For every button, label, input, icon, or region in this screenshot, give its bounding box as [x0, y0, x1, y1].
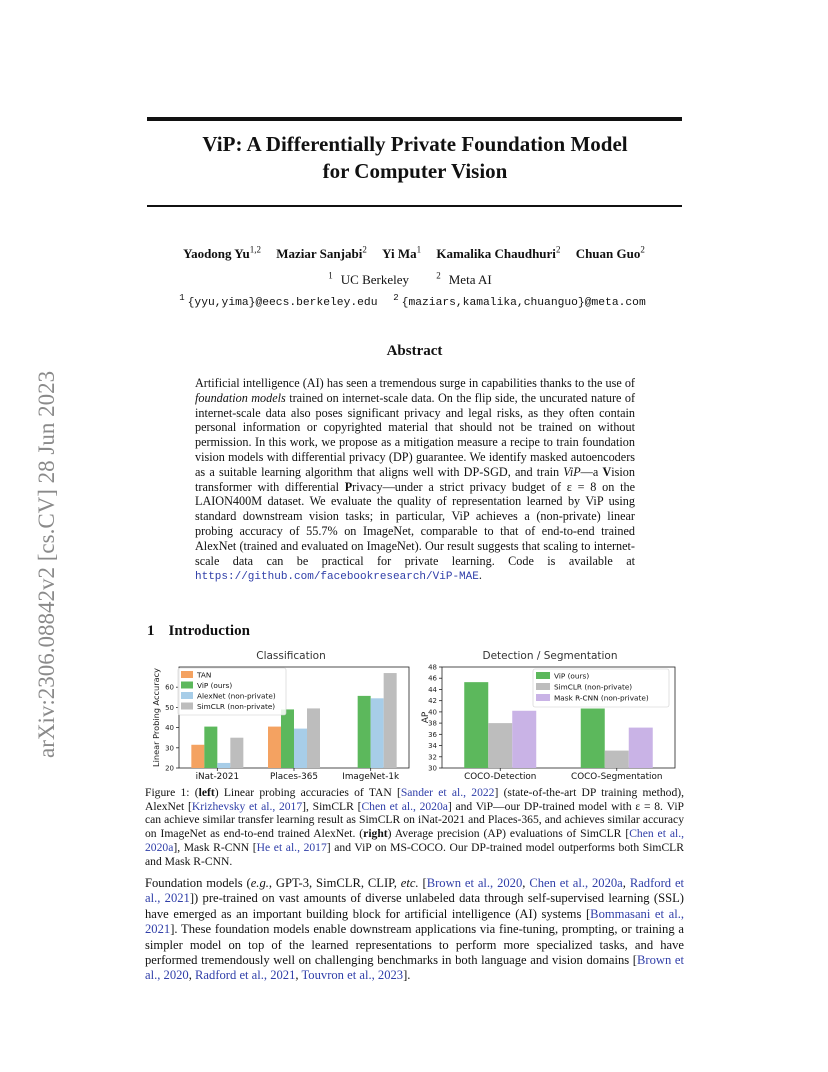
legend-label: TAN [197, 670, 212, 680]
detection-chart-title: Detection / Segmentation [482, 650, 618, 662]
abstract-heading: Abstract [386, 343, 443, 359]
citation-link[interactable]: Touvron et al., 2023 [301, 968, 404, 983]
legend-label: Mask R-CNN (non-private) [554, 693, 649, 703]
citation-link[interactable]: Chen et al., 2020a [361, 799, 448, 813]
figure-caption: Figure 1: (left) Linear probing accuracies of TAN [Sander et al., 2022] (state-of-the-art DP training method), AlexNet [Krizhevsky et al., 2017], SimCLR [Chen et al., 2020a] and ViP—our DP-trained model with ε = 8. ViP can achieve similar transfer learning result as SimCLR on iNat-2021 and Places-365, and achieves similar accuracy on ImageNet as end-to-end trained AlexNet. (right) Average precision (AP) evaluations of SimCLR [Chen et al., 2020a], Mask R-CNN [He et al., 2017] and ViP on MS-COCO. Our DP-trained model outperforms both SimCLR and Mask R-CNN. [145, 786, 685, 868]
citation-link[interactable]: Sander et al., 2022 [400, 786, 495, 799]
citation-link[interactable]: Krizhevsky et al., 2017 [191, 799, 303, 813]
y-tick-label: 42 [428, 697, 437, 706]
bar [191, 745, 204, 768]
author: Yaodong Yu$^{1,2}$ [183, 245, 261, 262]
x-tick-label: ImageNet-1k [342, 772, 400, 782]
legend-swatch [536, 672, 550, 679]
legend-label: ViP (ours) [197, 681, 233, 690]
arxiv-stamp [22, 290, 62, 760]
author: Yi Ma$^1$ [382, 245, 422, 262]
affiliation-list [110, 268, 718, 288]
y-tick-label: 34 [428, 742, 437, 751]
citation-link[interactable]: Radford et al., 2021 [195, 968, 296, 983]
author: Kamalika Chaudhuri$^2$ [436, 245, 561, 262]
bar [488, 723, 512, 768]
legend-swatch [536, 683, 550, 690]
citation-link[interactable]: Brown et al., 2020 [145, 953, 684, 983]
author: Maziar Sanjabi$^2$ [276, 245, 367, 262]
legend-label: ViP (ours) [554, 671, 590, 681]
section-heading [147, 623, 250, 640]
bar [217, 763, 230, 768]
x-tick-label: iNat-2021 [195, 772, 240, 782]
citation-link[interactable]: Chen et al., 2020a [529, 876, 623, 890]
author-list [110, 242, 718, 262]
bar [384, 673, 397, 768]
y-tick-label: 46 [428, 674, 437, 683]
paper-title-line-1: ViP: A Differentially Private Foundation Model [202, 132, 628, 156]
x-tick-label: COCO-Segmentation [571, 772, 663, 782]
section-title: Introduction [168, 623, 250, 639]
bar [281, 709, 294, 768]
y-tick-label: 32 [428, 753, 437, 762]
bar [307, 708, 320, 768]
y-tick-label: 30 [165, 744, 174, 753]
y-tick-label: 30 [428, 764, 437, 773]
bar [268, 727, 281, 768]
citation-link[interactable]: He et al., 2017 [256, 840, 327, 854]
legend-swatch [181, 692, 193, 699]
affiliation: $^2$ Meta AI [436, 271, 492, 288]
bar [371, 698, 384, 768]
legend-label: AlexNet (non-private) [197, 691, 276, 701]
legend-swatch [181, 671, 193, 678]
citation-link[interactable]: Radford et al., 2021 [145, 876, 685, 906]
abstract-text: Artificial intelligence (AI) has seen a tremendous surge in capabilities thanks to the use of foundation models trained on internet-scale data. On the flip side, the uncurated nature of internet-scale data also poses significant privacy and legal risks, as they often contain personal information or copyrighted material that should not be trained on without permission. In this work, we propose as a mitigation measure a recipe to train foundation vision models with differential privacy (DP) guarantee. We identify masked autoencoders as a suitable learning algorithm that aligns well with DP-SGD, and train ViP—a Vision transformer with differential Privacy—under a strict privacy budget of ε = 8 on the LAION400M dataset. We evaluate the quality of representation learned by ViP using standard downstream vision tasks; in particular, ViP achieves a (non-private) linear probing accuracy of 55.7% on ImageNet, comparable to that of end-to-end trained AlexNet (trained and evaluated on ImageNet). Our result suggests that scaling to internet-scale data can be practical for private learning. Code is available at https://github.com/facebookresearch/ViP-MAE. [195, 376, 636, 584]
y-tick-label: 20 [165, 764, 174, 773]
bar [629, 728, 653, 768]
bar [294, 729, 307, 768]
classification-y-axis-label: Linear Probing Accuracy [151, 668, 161, 767]
legend-swatch [181, 682, 193, 689]
section-number: 1 [147, 623, 155, 639]
y-tick-label: 36 [428, 730, 437, 739]
citation-link[interactable]: Bommasani et al., 2021 [145, 906, 684, 937]
y-tick-label: 44 [428, 685, 437, 694]
citation-link[interactable]: Chen et al., 2020a [145, 827, 684, 854]
title-rule-bottom [147, 205, 682, 207]
legend-swatch [536, 694, 550, 701]
detection-y-axis-label: AP [421, 711, 431, 724]
email-address[interactable]: $^2$ {maziars,kamalika,chuanguo}@meta.com [393, 293, 646, 309]
bar [204, 727, 217, 768]
email-list [110, 290, 718, 311]
author: Chuan Guo$^2$ [575, 245, 645, 262]
title-rule-top [147, 117, 682, 121]
legend-label: SimCLR (non-private) [197, 702, 276, 711]
legend-label: SimCLR (non-private) [554, 682, 633, 692]
classification-chart-title: Classification [256, 650, 326, 662]
affiliation: $^1$ UC Berkeley [328, 271, 409, 288]
figure-1 [145, 645, 685, 785]
legend-swatch [181, 703, 193, 710]
y-tick-label: 60 [165, 683, 174, 692]
bar [358, 696, 371, 768]
email-address[interactable]: $^1$ {yyu,yima}@eecs.berkeley.edu [179, 293, 378, 309]
bar [512, 711, 536, 768]
bar [581, 709, 605, 768]
citation-link[interactable]: Brown et al., 2020 [426, 876, 523, 890]
arxiv-stamp-text: arXiv:2306.08842v2 [cs.CV] 28 Jun 2023 [34, 370, 59, 758]
x-tick-label: COCO-Detection [464, 772, 537, 782]
y-tick-label: 48 [428, 663, 437, 672]
code-link[interactable]: https://github.com/facebookresearch/ViP-MAE [195, 571, 479, 584]
y-tick-label: 40 [165, 724, 174, 733]
bar [230, 738, 243, 768]
y-tick-label: 50 [165, 703, 174, 712]
y-tick-label: 40 [428, 708, 437, 717]
paper-title [120, 131, 710, 185]
intro-paragraph: Foundation models (e.g., GPT-3, SimCLR, CLIP, etc. [Brown et al., 2020, Chen et al., 2020a, Radford et al., 2021]) pre-trained on vast amounts of diverse unlabeled data through self-supervised learning (SSL) have emerged as an important building block for artificial intelligence (AI) systems [Bommasani et al., 2021]. These foundation models enable downstream applications via fine-tuning, prompting, or training a simpler model on top of the learned representations to perform more specialized tasks, and have performed tremendously well on challenging benchmarks in both language and vision domains [Brown et al., 2020, Radford et al., 2021, Touvron et al., 2023]. [145, 876, 685, 983]
bar [605, 751, 629, 768]
paper-title-line-2: for Computer Vision [322, 159, 508, 183]
figure-1-charts [145, 645, 685, 785]
y-tick-label: 38 [428, 719, 437, 728]
x-tick-label: Places-365 [270, 772, 318, 782]
bar [464, 682, 488, 768]
